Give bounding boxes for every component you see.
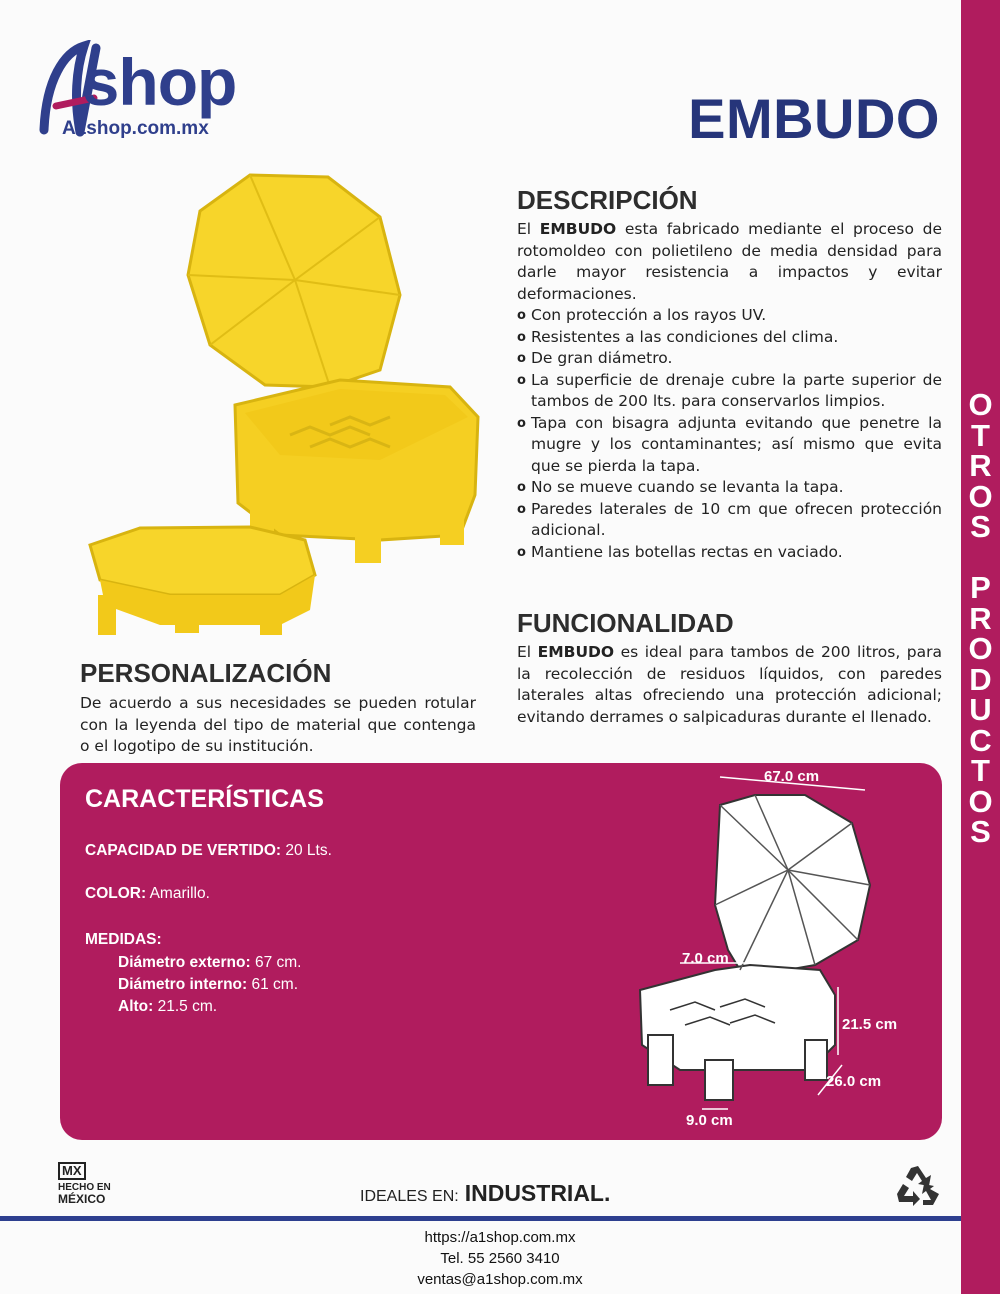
bullet-item: o Resistentes a las condiciones del clima. — [517, 327, 942, 349]
capacidad-value: 20 Lts. — [285, 842, 332, 859]
alto-row — [118, 996, 301, 1018]
hecho-line1: HECHO EN — [58, 1182, 111, 1193]
funcionalidad-pre: El — [517, 643, 532, 661]
dim-depth-label: 26.0 cm — [826, 1073, 882, 1090]
funcionalidad-bold: EMBUDO — [537, 643, 615, 661]
descripcion-intro-pre: El — [517, 220, 532, 238]
hecho-line2: MÉXICO — [58, 1192, 106, 1206]
bullet-item: o Mantiene las botellas rectas en vaciado. — [517, 542, 942, 564]
side-letter: U — [969, 692, 992, 727]
side-letter: T — [971, 417, 990, 453]
side-letter: P — [970, 570, 991, 605]
personalizacion-heading: PERSONALIZACIÓN — [80, 658, 332, 688]
funcionalidad-post: es ideal para tambos de 200 litros, para la recolección de residuos líquidos, con paredes laterales altas ofreciendo una protección adicional; evitando derrames o salpicaduras durante el llenado. — [517, 643, 942, 726]
descripcion-intro-bold: EMBUDO — [539, 220, 617, 238]
descripcion-heading: DESCRIPCIÓN — [517, 185, 698, 215]
side-letter: O — [968, 631, 993, 666]
funcionalidad-heading: FUNCIONALIDAD — [517, 608, 734, 638]
capacidad-row — [85, 842, 332, 860]
ideales-row — [360, 1180, 610, 1207]
caracteristicas-heading: CARACTERÍSTICAS — [85, 785, 324, 813]
capacidad-label: CAPACIDAD DE VERTIDO: — [85, 842, 282, 859]
descripcion-intro-post: esta fabricado mediante el proceso de rotomoldeo con polietileno de media densidad para darle mayor resistencia a impactos y evitar deformaciones. — [517, 220, 943, 303]
alto-label: Alto: — [118, 998, 154, 1015]
side-letter: O — [968, 478, 993, 514]
side-letter: D — [969, 661, 992, 697]
contact-phone: Tel. 55 2560 3410 — [440, 1250, 560, 1267]
color-value: Amarillo. — [149, 885, 210, 902]
logo-url: A1shop.com.mx — [62, 118, 209, 139]
diam-int-row — [118, 974, 301, 996]
bullet-item: o Tapa con bisagra adjunta evitando que penetre la mugre y los contaminantes; así mismo que evita que se pierda la tapa. — [517, 413, 942, 478]
color-label: COLOR: — [85, 885, 147, 902]
dim-wall-label: 7.0 cm — [682, 950, 729, 967]
alto-value: 21.5 cm. — [157, 998, 218, 1015]
product-photo — [80, 155, 490, 645]
side-letter — [961, 543, 1000, 574]
diam-ext-row — [118, 952, 301, 974]
hecho-mx-badge: MX — [58, 1162, 86, 1180]
medidas-label: MEDIDAS: — [85, 931, 162, 948]
ideales-value: INDUSTRIAL. — [464, 1180, 611, 1206]
ideales-label: IDEALES EN: — [360, 1188, 459, 1205]
bullet-item: o No se mueve cuando se levanta la tapa. — [517, 477, 942, 499]
funcionalidad-text — [517, 642, 942, 728]
side-letter: T — [971, 753, 990, 788]
dim-width-label: 67.0 cm — [764, 768, 820, 785]
side-letter: O — [968, 387, 993, 422]
footer-rule — [0, 1216, 961, 1221]
bullet-item: o La superficie de drenaje cubre la parte superior de tambos de 200 lts. para conservarlos limpios. — [517, 370, 942, 413]
diam-ext-value: 67 cm. — [254, 954, 302, 971]
hecho-en-mexico-icon — [58, 1162, 118, 1205]
side-letter: C — [969, 722, 992, 758]
dim-height-label: 21.5 cm — [842, 1016, 898, 1033]
side-letter: O — [968, 783, 993, 819]
side-label — [961, 387, 1000, 849]
descripcion-bullet-list — [517, 305, 942, 563]
side-letter: R — [969, 600, 992, 636]
contact-block — [0, 1227, 1000, 1290]
contact-url[interactable]: https://a1shop.com.mx — [424, 1229, 576, 1246]
diam-ext-label: Diámetro externo: — [118, 954, 251, 971]
page-title: EMBUDO — [688, 87, 940, 150]
descripcion-intro — [517, 219, 942, 305]
contact-email[interactable]: ventas@a1shop.com.mx — [417, 1271, 583, 1288]
personalizacion-text: De acuerdo a sus necesidades se pueden rotular con la leyenda del tipo de material que contenga o el logotipo de su institución. — [80, 694, 476, 755]
color-row — [85, 885, 210, 903]
side-letter: R — [969, 448, 992, 483]
bullet-item: o Con protección a los rayos UV. — [517, 305, 942, 327]
bullet-item: o Paredes laterales de 10 cm que ofrecen protección adicional. — [517, 499, 942, 542]
logo-word — [36, 44, 236, 120]
side-letter: S — [970, 509, 991, 544]
diam-int-label: Diámetro interno: — [118, 976, 248, 993]
medidas-list — [118, 952, 301, 1018]
recycle-icon — [893, 1164, 943, 1208]
side-letter: S — [970, 814, 991, 849]
diam-int-value: 61 cm. — [251, 976, 299, 993]
bullet-item: o De gran diámetro. — [517, 348, 942, 370]
logo-word-text: shop — [82, 45, 237, 119]
dim-leg-label: 9.0 cm — [686, 1112, 733, 1129]
